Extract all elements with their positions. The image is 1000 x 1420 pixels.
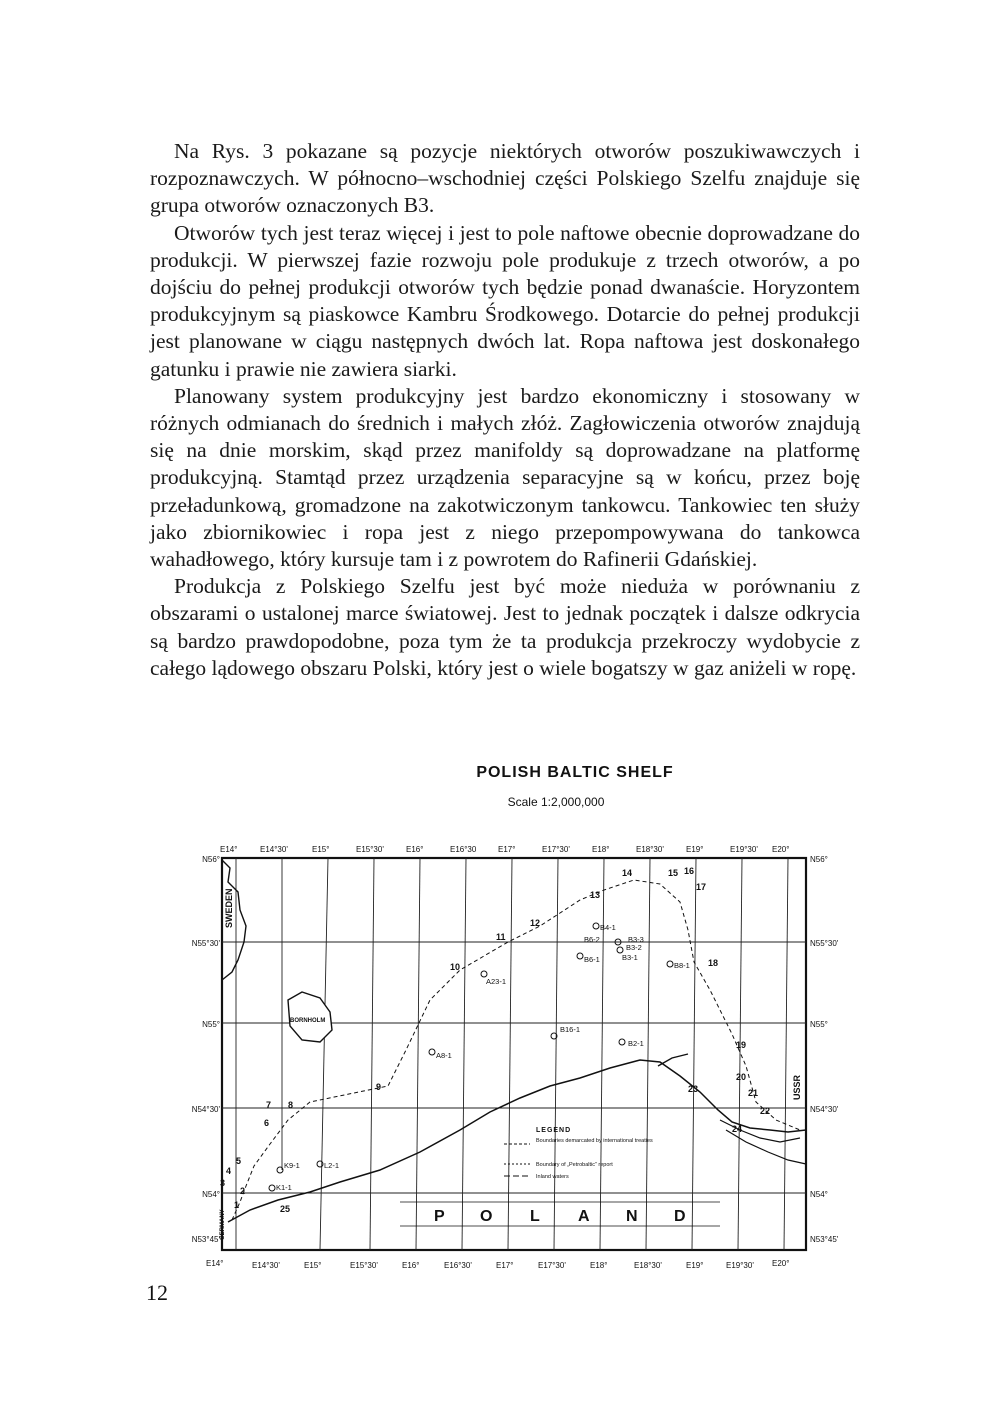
- well-b3-1: B3-1: [622, 953, 638, 962]
- point-23: 23: [688, 1084, 699, 1094]
- right-lat-2: N55°30': [810, 939, 839, 948]
- label-poland-l: L: [530, 1208, 540, 1225]
- poland-coastline: [228, 1060, 806, 1222]
- top-lon-2: E14°30': [260, 845, 288, 854]
- well-k9-1: K9-1: [284, 1161, 300, 1170]
- right-lat-5: N54°: [810, 1190, 828, 1199]
- graticule: [222, 858, 806, 1250]
- bottom-lon-2: E14°30': [252, 1261, 280, 1270]
- top-lon-12: E19°30': [730, 845, 758, 854]
- paragraph-4: Produkcja z Polskiego Szelfu jest być może nieduża w porównaniu z obszarami o ustalonej marce światowej. Jest to jednak początek i dalsze odkrycia są bardzo prawdopodobne, poza tym że ta produkcja przekroczy wydobycie z całego lądowego obszaru Polski, który jest o wiele bogatszy w gaz aniżeli w ropę.: [150, 574, 860, 680]
- well-b4-1: B4-1: [600, 923, 616, 932]
- point-11: 11: [496, 932, 506, 942]
- legend-item-2: Boundary of „Petrobaltic” report: [536, 1162, 613, 1168]
- point-4: 4: [226, 1166, 232, 1176]
- point-16: 16: [684, 866, 695, 876]
- bottom-lon-10: E18°30': [634, 1261, 662, 1270]
- point-14: 14: [622, 868, 633, 878]
- well-b16-1: B16-1: [560, 1025, 581, 1034]
- label-poland-p: P: [434, 1208, 445, 1225]
- point-1: 1: [234, 1200, 240, 1210]
- point-12: 12: [530, 918, 541, 928]
- left-lat-3: N55°: [202, 1020, 220, 1029]
- top-lon-9: E18°: [592, 845, 610, 854]
- point-5: 5: [236, 1156, 242, 1166]
- label-germany: GERMANY: [220, 1209, 226, 1240]
- left-lat-2: N55°30': [191, 939, 220, 948]
- legend-item-3: Inland waters: [536, 1174, 569, 1180]
- legend-title: LEGEND: [536, 1127, 572, 1134]
- point-13: 13: [590, 890, 601, 900]
- top-lon-11: E19°: [686, 845, 704, 854]
- label-bornholm: BORNHOLM: [290, 1018, 326, 1024]
- point-18: 18: [708, 958, 719, 968]
- label-poland-o: O: [480, 1208, 493, 1225]
- point-17: 17: [696, 882, 707, 892]
- well-l2-1: L2-1: [324, 1161, 340, 1170]
- well-b3-2: B3-2: [626, 943, 642, 952]
- right-lat-3: N55°: [810, 1020, 828, 1029]
- top-lon-3: E15°: [312, 845, 330, 854]
- well-b2-1: B2-1: [628, 1039, 644, 1048]
- point-15: 15: [668, 868, 679, 878]
- map-scale: Scale 1:2,000,000: [507, 795, 605, 809]
- point-6: 6: [264, 1118, 270, 1128]
- point-10: 10: [450, 962, 461, 972]
- bottom-lon-8: E17°30': [538, 1261, 566, 1270]
- label-ussr: USSR: [792, 1074, 802, 1100]
- well-b8-1: B8-1: [674, 961, 690, 970]
- hel-peninsula: [658, 1054, 688, 1066]
- bottom-lon-11: E19°: [686, 1261, 704, 1270]
- bottom-lon-4: E15°30': [350, 1261, 378, 1270]
- paragraph-2: Otworów tych jest teraz więcej i jest to pole naftowe obecnie doprowadzane do produkcji. W pierwszej fazie rozwoju pole produkuje z trzech otworów, a po dojściu do pełnej produkcji otworów tych będzie ponad dwanaście. Horyzontem produkcyjnym są piaskowce Kambru Środkowego. Dotarcie do pełnej produkcji jest planowane w ciągu następnych dwóch lat. Ropa naftowa jest doskonałego gatunku i prawie nie zawiera siarki.: [150, 220, 860, 381]
- left-lat-5: N54°: [202, 1190, 220, 1199]
- bottom-lon-1: E14°: [206, 1259, 224, 1268]
- map-legend: [504, 1127, 653, 1180]
- point-25: 25: [280, 1204, 291, 1214]
- map-frame: [222, 858, 806, 1250]
- body-text: [150, 138, 860, 682]
- left-lat-4: N54°30': [191, 1105, 220, 1114]
- map-title: POLISH BALTIC SHELF: [476, 764, 674, 781]
- bottom-lon-6: E16°30': [444, 1261, 472, 1270]
- well-b6-2: B6-2: [584, 935, 600, 944]
- top-lon-5: E16°: [406, 845, 424, 854]
- label-sweden: SWEDEN: [224, 888, 234, 928]
- paragraph-1: Na Rys. 3 pokazane są pozycje niektórych otworów poszukiwawczych i rozpoznawczych. W północno–wschodniej części Polskiego Szelfu znajduje się grupa otworów oznaczonych B3.: [150, 139, 860, 218]
- bottom-lon-7: E17°: [496, 1261, 514, 1270]
- top-lon-7: E17°: [498, 845, 516, 854]
- paragraph-3: Planowany system produkcyjny jest bardzo ekonomiczny i stosowany w różnych odmianach do średnich i małych złóż. Zagłowiczenia otworów znajdują się na dnie morskim, skąd przez manifoldy są doprowadzane na platformę produkcyjną. Stamtąd przez urządzenia separacyjne są w końcu, przez boję przeładunkową, gromadzone na zakotwiczonym tankowcu. Tankowiec ten służy jako zbiornikowiec i ropa jest z niego przepompowywana do tankowca wahadłowego, który kursuje tam i z powrotem do Rafinerii Gdańskiej.: [150, 383, 860, 572]
- page-number: 12: [146, 1280, 168, 1305]
- top-lon-8: E17°30': [542, 845, 570, 854]
- left-lat-6: N53°45': [191, 1235, 220, 1244]
- point-9: 9: [376, 1082, 382, 1092]
- well-a23-1: A23-1: [486, 977, 507, 986]
- point-7: 7: [266, 1100, 272, 1110]
- well-a8-1: A8-1: [436, 1051, 452, 1060]
- bottom-lon-3: E15°: [304, 1261, 322, 1270]
- bottom-lon-12: E19°30': [726, 1261, 754, 1270]
- right-lat-4: N54°30': [810, 1105, 839, 1114]
- baltic-shelf-map: [160, 830, 860, 1280]
- point-19: 19: [736, 1040, 747, 1050]
- bottom-lon-5: E16°: [402, 1261, 420, 1270]
- label-poland-n: N: [626, 1208, 638, 1225]
- point-24: 24: [732, 1124, 743, 1134]
- top-lon-4: E15°30': [356, 845, 384, 854]
- bottom-lon-9: E18°: [590, 1261, 608, 1270]
- point-8: 8: [288, 1100, 294, 1110]
- top-lon-1: E14°: [220, 845, 238, 854]
- boundary-line: [232, 880, 800, 1220]
- bottom-lon-13: E20°: [772, 1259, 790, 1268]
- top-lon-10: E18°30': [636, 845, 664, 854]
- left-lat-1: N56°: [202, 855, 220, 864]
- point-21: 21: [748, 1088, 759, 1098]
- right-lat-1: N56°: [810, 855, 828, 864]
- top-lon-13: E20°: [772, 845, 790, 854]
- legend-item-1: Boundaries demarcated by international treaties: [536, 1138, 653, 1144]
- top-lon-6: E16°30: [450, 845, 477, 854]
- well-b6-1: B6-1: [584, 955, 600, 964]
- label-poland-a: A: [578, 1208, 590, 1225]
- well-k1-1: K1-1: [276, 1183, 292, 1192]
- well-b3-3: B3-3: [628, 935, 644, 944]
- point-20: 20: [736, 1072, 747, 1082]
- label-poland-d: D: [674, 1208, 686, 1225]
- right-lat-6: N53°45': [810, 1235, 839, 1244]
- point-2: 2: [240, 1186, 246, 1196]
- point-22: 22: [760, 1106, 771, 1116]
- point-3: 3: [220, 1178, 226, 1188]
